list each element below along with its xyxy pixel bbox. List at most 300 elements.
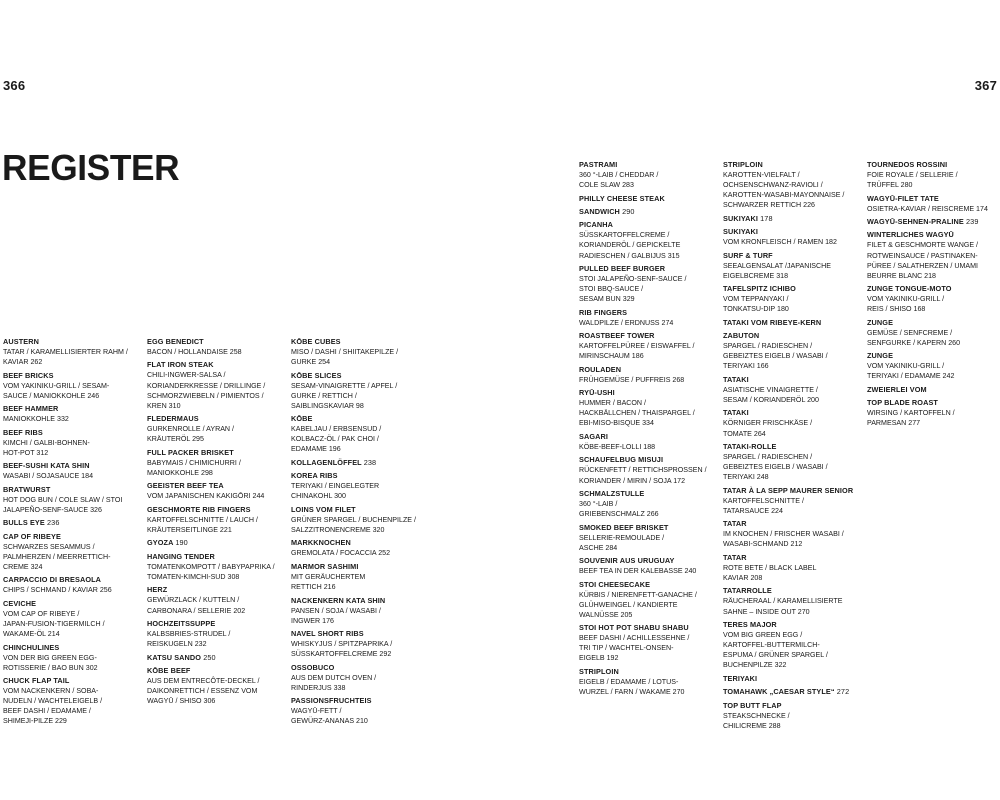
entry-description-line: 360 °-LAIB / CHEDDAR / bbox=[579, 171, 659, 179]
index-entry bbox=[291, 562, 431, 592]
entry-description bbox=[291, 673, 431, 693]
index-entry bbox=[579, 264, 719, 304]
entry-description-line: MIT GERÄUCHERTEM bbox=[291, 572, 366, 581]
entry-description-line: WASABI-SCHMAND 212 bbox=[723, 540, 803, 549]
entry-name: STOI HOT POT SHABU SHABU bbox=[579, 623, 689, 633]
entry-description-line: RETTICH 216 bbox=[291, 583, 336, 592]
entry-description bbox=[3, 609, 143, 639]
entry-description-line: WAGYŪ-FETT / bbox=[291, 707, 342, 716]
entry-description bbox=[3, 495, 143, 515]
entry-title bbox=[3, 518, 143, 528]
entry-name: PASTRAMI bbox=[579, 160, 618, 169]
entry-description bbox=[579, 230, 719, 260]
entry-title bbox=[723, 251, 863, 261]
entry-name: OSSOBUCO bbox=[291, 662, 335, 672]
index-column-5 bbox=[723, 160, 863, 734]
entry-name: ZABUTON bbox=[723, 331, 760, 341]
entry-description bbox=[291, 706, 431, 726]
entry-description-line: MANIOKKOHLE 332 bbox=[3, 415, 69, 424]
entry-name: KATSU SANDO bbox=[147, 652, 202, 662]
index-entry bbox=[867, 194, 1000, 214]
entry-title bbox=[3, 575, 143, 585]
index-entry bbox=[579, 580, 719, 620]
entry-name: SUKIYAKI bbox=[723, 213, 758, 223]
entry-title bbox=[579, 432, 719, 442]
entry-description-line: OSIETRA-KAVIAR / REISCREME 174 bbox=[867, 204, 988, 213]
entry-name: FULL PACKER BRISKET bbox=[147, 447, 234, 457]
entry-description-line: WASABI / SOJASAUCE 184 bbox=[3, 472, 94, 481]
entry-description-line: KARTOFFELPÜREE / EISWAFFEL / bbox=[579, 342, 695, 351]
entry-page-number: 178 bbox=[760, 213, 773, 223]
entry-title bbox=[723, 318, 863, 328]
entry-description bbox=[579, 499, 719, 519]
entry-title bbox=[291, 471, 431, 481]
entry-name: GEEISTER BEEF TEA bbox=[147, 481, 224, 491]
entry-description bbox=[3, 438, 143, 458]
entry-description-line: TONKATSU-DIP 180 bbox=[723, 305, 789, 314]
index-entry bbox=[723, 214, 863, 224]
entry-description-line: KORIANDERÖL / GEPICKELTE bbox=[579, 241, 681, 250]
entry-title bbox=[867, 385, 1000, 395]
index-entry bbox=[579, 207, 719, 217]
entry-description-line: KREN 310 bbox=[147, 401, 181, 410]
entry-description-line: TRÜFFEL 280 bbox=[867, 181, 913, 190]
entry-description-line: KAVIAR 208 bbox=[723, 573, 763, 582]
entry-name: CARPACCIO DI BRESAOLA bbox=[3, 575, 102, 585]
entry-name: TATAKI VOM RIBEYE-KERN bbox=[723, 317, 822, 327]
entry-title bbox=[579, 207, 719, 217]
entry-description bbox=[147, 515, 287, 535]
entry-name: SCHAUFELBUG MISUJI bbox=[579, 455, 664, 465]
entry-description-line: GEMÜSE / SENFCREME / bbox=[867, 328, 953, 337]
entry-description-line: KORIANDERKRESSE / DRILLINGE / bbox=[147, 381, 266, 390]
entry-name: AUSTERN bbox=[3, 337, 39, 346]
entry-description-line: SESAM-VINAIGRETTE / APFEL / bbox=[291, 381, 398, 390]
entry-title bbox=[147, 619, 287, 629]
entry-name: TATAR bbox=[723, 519, 747, 529]
entry-name: MARMOR SASHIMI bbox=[291, 561, 359, 571]
entry-description-line: EIGELBCREME 318 bbox=[723, 271, 789, 280]
entry-description bbox=[723, 596, 863, 616]
entry-title bbox=[867, 398, 1000, 408]
entry-name: BEEF RIBS bbox=[3, 427, 43, 437]
entry-description bbox=[579, 375, 719, 385]
entry-name: LOINS VOM FILET bbox=[291, 504, 356, 514]
index-column-2 bbox=[147, 337, 287, 710]
entry-description-line: ROTWEINSAUCE / PASTINAKEN- bbox=[867, 251, 978, 260]
entry-description-line: GEBEIZTES EIGELB / WASABI / bbox=[723, 352, 828, 361]
entry-name: GESCHMORTE RIB FINGERS bbox=[147, 504, 251, 514]
entry-name: STOI CHEESECAKE bbox=[579, 579, 651, 589]
entry-name: CEVICHE bbox=[3, 598, 37, 608]
register-title: REGISTER bbox=[2, 147, 180, 188]
entry-name: SANDWICH bbox=[579, 206, 620, 216]
entry-description-line: SCHWARZES SESAMMUS / bbox=[3, 542, 95, 551]
index-entry bbox=[147, 552, 287, 582]
entry-description bbox=[723, 237, 863, 247]
index-entry bbox=[147, 666, 287, 706]
entry-description bbox=[3, 347, 143, 367]
index-entry bbox=[579, 556, 719, 576]
entry-title bbox=[291, 562, 431, 572]
index-entry bbox=[291, 663, 431, 693]
entry-name: TATAKI-ROLLE bbox=[723, 442, 777, 452]
entry-description bbox=[579, 533, 719, 553]
entry-description bbox=[579, 590, 719, 620]
entry-title bbox=[579, 365, 719, 375]
index-entry bbox=[579, 331, 719, 361]
entry-name: TOMAHAWK „CAESAR STYLE“ bbox=[723, 687, 835, 697]
entry-description-line: EBI-MISO-BISQUE 334 bbox=[579, 419, 654, 428]
index-entry bbox=[723, 227, 863, 247]
index-entry bbox=[579, 388, 719, 428]
entry-description bbox=[3, 653, 143, 673]
entry-description-line: COLE SLAW 283 bbox=[579, 181, 634, 190]
entry-title bbox=[147, 505, 287, 515]
entry-description-line: ASCHE 284 bbox=[579, 543, 618, 552]
index-entry bbox=[867, 385, 1000, 395]
entry-description bbox=[291, 515, 431, 535]
entry-description bbox=[291, 572, 431, 592]
entry-name: KŌBE CUBES bbox=[291, 337, 341, 346]
entry-name: BEEF BRICKS bbox=[3, 370, 54, 380]
entry-description-line: CHINAKOHL 300 bbox=[291, 492, 346, 501]
entry-name: HANGING TENDER bbox=[147, 551, 215, 561]
entry-title bbox=[723, 160, 863, 170]
entry-description bbox=[291, 424, 431, 454]
entry-description bbox=[723, 452, 863, 482]
entry-title bbox=[291, 337, 431, 347]
index-column-3 bbox=[291, 337, 431, 730]
index-entry bbox=[579, 160, 719, 190]
entry-title bbox=[867, 194, 1000, 204]
entry-description-line: KORIANDER / MIRIN / SOJA 172 bbox=[579, 476, 686, 485]
page-number-right: 367 bbox=[974, 78, 997, 93]
index-entry bbox=[579, 667, 719, 697]
entry-description-line: PÜREE / SALATHERZEN / UMAMI bbox=[867, 261, 979, 270]
entry-description-line: KÜRBIS / NIERENFETT-GANACHE / bbox=[579, 590, 697, 599]
entry-description-line: GRÜNER SPARGEL / BUCHENPILZE / bbox=[291, 515, 416, 524]
entry-description-line: VOM CAP OF RIBEYE / bbox=[3, 609, 80, 618]
page-number-left: 366 bbox=[3, 78, 26, 93]
entry-title bbox=[3, 532, 143, 542]
entry-title bbox=[723, 408, 863, 418]
entry-name: SURF & TURF bbox=[723, 250, 773, 260]
entry-title bbox=[867, 284, 1000, 294]
entry-name: HOCHZEITSSUPPE bbox=[147, 619, 216, 629]
index-entry bbox=[147, 448, 287, 478]
entry-description-line: SEEALGENSALAT /JAPANISCHE bbox=[723, 261, 832, 270]
entry-title bbox=[291, 696, 431, 706]
entry-title bbox=[3, 428, 143, 438]
index-entry bbox=[723, 674, 863, 684]
entry-title bbox=[867, 351, 1000, 361]
index-entry bbox=[3, 599, 143, 639]
entry-description-line: WAGYŪ / SHISO 306 bbox=[147, 697, 216, 706]
entry-description bbox=[3, 585, 143, 595]
entry-description-line: TOMATEN-KIMCHI-SUD 308 bbox=[147, 572, 240, 581]
entry-name: ROASTBEEF TOWER bbox=[579, 331, 655, 341]
entry-description bbox=[579, 274, 719, 304]
entry-description-line: GURKE 254 bbox=[291, 358, 331, 367]
index-entry bbox=[723, 687, 863, 697]
entry-name: TOP BUTT FLAP bbox=[723, 700, 782, 710]
entry-description-line: NUDELN / WACHTELEIGELB / bbox=[3, 697, 103, 706]
entry-description-line: JALAPEÑO-SENF-SAUCE 326 bbox=[3, 505, 102, 514]
index-entry bbox=[579, 489, 719, 519]
entry-description-line: ASIATISCHE VINAIGRETTE / bbox=[723, 385, 818, 394]
entry-name: SMOKED BEEF BRISKET bbox=[579, 522, 669, 532]
index-entry bbox=[147, 481, 287, 501]
index-entry bbox=[291, 458, 431, 468]
entry-description bbox=[579, 170, 719, 190]
entry-description bbox=[147, 424, 287, 444]
entry-description-line: SCHMORZWIEBELN / PIMIENTOS / bbox=[147, 391, 264, 400]
entry-description-line: VOM NACKENKERN / SOBA- bbox=[3, 687, 99, 696]
entry-description-line: FRÜHGEMÜSE / PUFFREIS 268 bbox=[579, 375, 685, 384]
entry-description-line: WALDPILZE / ERDNUSS 274 bbox=[579, 318, 674, 327]
index-entry bbox=[723, 586, 863, 616]
index-entry bbox=[723, 553, 863, 583]
entry-title bbox=[147, 585, 287, 595]
entry-title bbox=[147, 538, 287, 548]
index-entry bbox=[723, 331, 863, 371]
entry-description-line: KARTOFFELSCHNITTE / bbox=[723, 496, 804, 505]
entry-title bbox=[3, 676, 143, 686]
entry-description-line: KABELJAU / ERBSENSUD / bbox=[291, 425, 382, 434]
index-entry bbox=[867, 398, 1000, 428]
index-column-1 bbox=[3, 337, 143, 730]
entry-title bbox=[147, 552, 287, 562]
index-column-4 bbox=[579, 160, 719, 701]
entry-title bbox=[579, 523, 719, 533]
entry-description-line: OCHSENSCHWANZ-RAVIOLI / bbox=[723, 181, 823, 190]
entry-page-number: 238 bbox=[363, 457, 377, 467]
entry-title bbox=[3, 485, 143, 495]
entry-description bbox=[291, 548, 431, 558]
entry-description-line: TERIYAKI 248 bbox=[723, 473, 769, 482]
entry-name: ROULADEN bbox=[579, 364, 622, 374]
index-entry bbox=[723, 318, 863, 328]
entry-description-line: BEEF DASHI / ACHILLESSEHNE / bbox=[579, 634, 690, 643]
entry-description-line: SAIBLINGSKAVIAR 98 bbox=[291, 401, 364, 410]
entry-page-number: 236 bbox=[47, 518, 60, 528]
entry-description bbox=[867, 204, 1000, 214]
index-entry bbox=[579, 365, 719, 385]
entry-title bbox=[579, 160, 719, 170]
entry-description-line: RINDERJUS 338 bbox=[291, 683, 346, 692]
entry-title bbox=[291, 538, 431, 548]
entry-description bbox=[147, 676, 287, 706]
entry-name: CAP OF RIBEYE bbox=[3, 531, 61, 541]
index-entry bbox=[723, 375, 863, 405]
entry-name: RIB FINGERS bbox=[579, 307, 628, 317]
index-entry bbox=[3, 337, 143, 367]
index-entry bbox=[867, 217, 1000, 227]
entry-description-line: MANIOKKOHLE 298 bbox=[147, 468, 213, 477]
entry-description-line: GEWÜRZ-ANANAS 210 bbox=[291, 717, 368, 726]
entry-description bbox=[147, 491, 287, 501]
entry-title bbox=[723, 331, 863, 341]
entry-title bbox=[147, 448, 287, 458]
entry-description-line: ROTE BETE / BLACK LABEL bbox=[723, 563, 817, 572]
entry-title bbox=[147, 414, 287, 424]
index-entry bbox=[867, 160, 1000, 190]
entry-description-line: KÖBE-BEEF-LOLLI 188 bbox=[579, 442, 656, 451]
index-entry bbox=[291, 596, 431, 626]
entry-name: TERIYAKI bbox=[723, 673, 758, 683]
entry-description-line: ESPUMA / GRÜNER SPARGEL / bbox=[723, 651, 828, 660]
entry-description bbox=[579, 442, 719, 452]
entry-description-line: KIMCHI / GALBI-BOHNEN- bbox=[3, 438, 90, 447]
entry-title bbox=[291, 505, 431, 515]
entry-description-line: KRÄUTERÖL 295 bbox=[147, 435, 204, 444]
index-entry bbox=[723, 251, 863, 281]
entry-title bbox=[723, 442, 863, 452]
index-entry bbox=[3, 404, 143, 424]
entry-description-line: HUMMER / BACON / bbox=[579, 399, 646, 408]
entry-description bbox=[723, 496, 863, 516]
entry-description bbox=[579, 341, 719, 361]
index-entry bbox=[147, 414, 287, 444]
entry-title bbox=[579, 489, 719, 499]
index-entry bbox=[3, 676, 143, 726]
entry-title bbox=[579, 667, 719, 677]
entry-description-line: KARTOFFELSCHNITTE / LAUCH / bbox=[147, 515, 258, 524]
entry-name: TOP BLADE ROAST bbox=[867, 398, 938, 408]
entry-title bbox=[723, 214, 863, 224]
entry-description bbox=[291, 481, 431, 501]
entry-description bbox=[867, 294, 1000, 314]
index-entry bbox=[579, 194, 719, 204]
entry-description-line: KARTOFFEL-BUTTERMILCH- bbox=[723, 641, 820, 650]
entry-name: BULLS EYE bbox=[3, 518, 45, 528]
entry-description-line: VOM YAKINIKU-GRILL / bbox=[867, 362, 945, 371]
entry-title bbox=[147, 337, 287, 347]
entry-page-number: 190 bbox=[175, 538, 188, 548]
entry-description-line: WURZEL / FARN / WAKAME 270 bbox=[579, 688, 685, 697]
entry-description-line: AUS DEM DUTCH OVEN / bbox=[291, 673, 377, 682]
entry-title bbox=[147, 666, 287, 676]
entry-description-line: TERIYAKI / EINGELEGTER bbox=[291, 482, 380, 491]
entry-description bbox=[579, 398, 719, 428]
entry-name: TOURNEDOS ROSSINI bbox=[867, 160, 948, 169]
entry-description-line: WAKAME-ÖL 214 bbox=[3, 630, 60, 639]
index-entry bbox=[3, 485, 143, 515]
entry-name: SOUVENIR AUS URUGUAY bbox=[579, 556, 675, 566]
entry-description bbox=[867, 240, 1000, 280]
entry-page-number: 250 bbox=[203, 652, 216, 662]
entry-name: CHINCHULINES bbox=[3, 642, 60, 652]
entry-description-line: STOI BBQ-SAUCE / bbox=[579, 285, 644, 294]
entry-description-line: EDAMAME 196 bbox=[291, 445, 341, 454]
entry-description bbox=[579, 566, 719, 576]
entry-description-line: KALBSBRIES-STRUDEL / bbox=[147, 630, 231, 639]
index-entry bbox=[3, 518, 143, 528]
entry-description-line: VOM BIG GREEN EGG / bbox=[723, 631, 803, 639]
entry-title bbox=[3, 337, 143, 347]
entry-description bbox=[291, 606, 431, 626]
entry-description-line: CHILI-INGWER-SALSA / bbox=[147, 371, 226, 380]
entry-description bbox=[723, 385, 863, 405]
entry-description bbox=[867, 408, 1000, 428]
entry-description-line: PALMHERZEN / MEERRETTICH- bbox=[3, 552, 111, 561]
entry-description-line: CREME 324 bbox=[3, 562, 43, 571]
index-entry bbox=[867, 230, 1000, 280]
entry-name: FLEDERMAUS bbox=[147, 414, 199, 424]
index-entry bbox=[723, 620, 863, 670]
entry-description-line: SCHWARZER RETTICH 226 bbox=[723, 201, 815, 210]
entry-description-line: BEURRE BLANC 218 bbox=[867, 271, 936, 280]
entry-name: KŌBE bbox=[291, 414, 313, 424]
entry-description bbox=[147, 458, 287, 478]
entry-description-line: BABYMAIS / CHIMICHURRI / bbox=[147, 458, 241, 467]
entry-name: MARKKNOCHEN bbox=[291, 538, 351, 548]
entry-description-line: FOIE ROYALE / SELLERIE / bbox=[867, 171, 958, 179]
index-entry bbox=[579, 432, 719, 452]
entry-title bbox=[3, 643, 143, 653]
entry-description-line: PANSEN / SOJA / WASABI / bbox=[291, 606, 381, 615]
index-entry bbox=[147, 505, 287, 535]
entry-title bbox=[723, 375, 863, 385]
entry-title bbox=[867, 160, 1000, 170]
index-entry bbox=[147, 619, 287, 649]
entry-title bbox=[723, 674, 863, 684]
entry-name: TATAR bbox=[723, 552, 747, 562]
entry-description-line: VOM YAKINIKU-GRILL / SESAM- bbox=[3, 381, 110, 390]
entry-description-line: VOM TEPPANYAKI / bbox=[723, 295, 789, 304]
entry-description-line: DAIKONRETTICH / ESSENZ VOM bbox=[147, 687, 258, 696]
entry-title bbox=[147, 653, 287, 663]
entry-description-line: GURKENROLLE / AYRAN / bbox=[147, 425, 234, 434]
entry-title bbox=[723, 586, 863, 596]
index-entry bbox=[723, 486, 863, 516]
entry-description-line: FILET & GESCHMORTE WANGE / bbox=[867, 241, 979, 250]
entry-description bbox=[867, 328, 1000, 348]
index-entry bbox=[291, 696, 431, 726]
entry-description bbox=[579, 465, 719, 485]
index-entry bbox=[723, 284, 863, 314]
entry-name: TATAR À LA SEPP MAURER SENIOR bbox=[723, 485, 854, 495]
entry-description-line: KAROTTEN-VIELFALT / bbox=[723, 171, 800, 179]
index-entry bbox=[723, 408, 863, 438]
entry-description-line: HACKBÄLLCHEN / THAISPARGEL / bbox=[579, 409, 695, 418]
index-entry bbox=[3, 371, 143, 401]
index-entry bbox=[291, 414, 431, 454]
entry-description-line: REIS / SHISO 168 bbox=[867, 305, 926, 314]
entry-name: KŌBE SLICES bbox=[291, 370, 342, 380]
entry-name: TERES MAJOR bbox=[723, 620, 777, 629]
entry-description-line: KRÄUTERSEITLINGE 221 bbox=[147, 525, 232, 534]
entry-description-line: SAHNE – INSIDE OUT 270 bbox=[723, 607, 810, 616]
entry-description-line: JAPAN-FUSION-TIGERMILCH / bbox=[3, 619, 105, 628]
entry-title bbox=[579, 455, 719, 465]
entry-name: RYŪ-USHI bbox=[579, 388, 615, 398]
entry-description-line: TATARSAUCE 224 bbox=[723, 506, 783, 515]
entry-description-line: MISO / DASHI / SHIITAKEPILZE / bbox=[291, 348, 399, 356]
index-entry bbox=[147, 538, 287, 548]
entry-description-line: STEAKSCHNECKE / bbox=[723, 711, 790, 720]
entry-description bbox=[723, 261, 863, 281]
entry-description-line: RÜCKENFETT / RETTICHSPROSSEN / bbox=[579, 466, 707, 475]
entry-title bbox=[723, 687, 863, 697]
entry-description-line: WIRSING / KARTOFFELN / bbox=[867, 409, 955, 418]
entry-description-line: RADIESCHEN / GALBIJUS 315 bbox=[579, 251, 680, 260]
entry-title bbox=[579, 331, 719, 341]
entry-description bbox=[579, 677, 719, 697]
entry-title bbox=[867, 217, 1000, 227]
entry-description bbox=[291, 347, 431, 367]
